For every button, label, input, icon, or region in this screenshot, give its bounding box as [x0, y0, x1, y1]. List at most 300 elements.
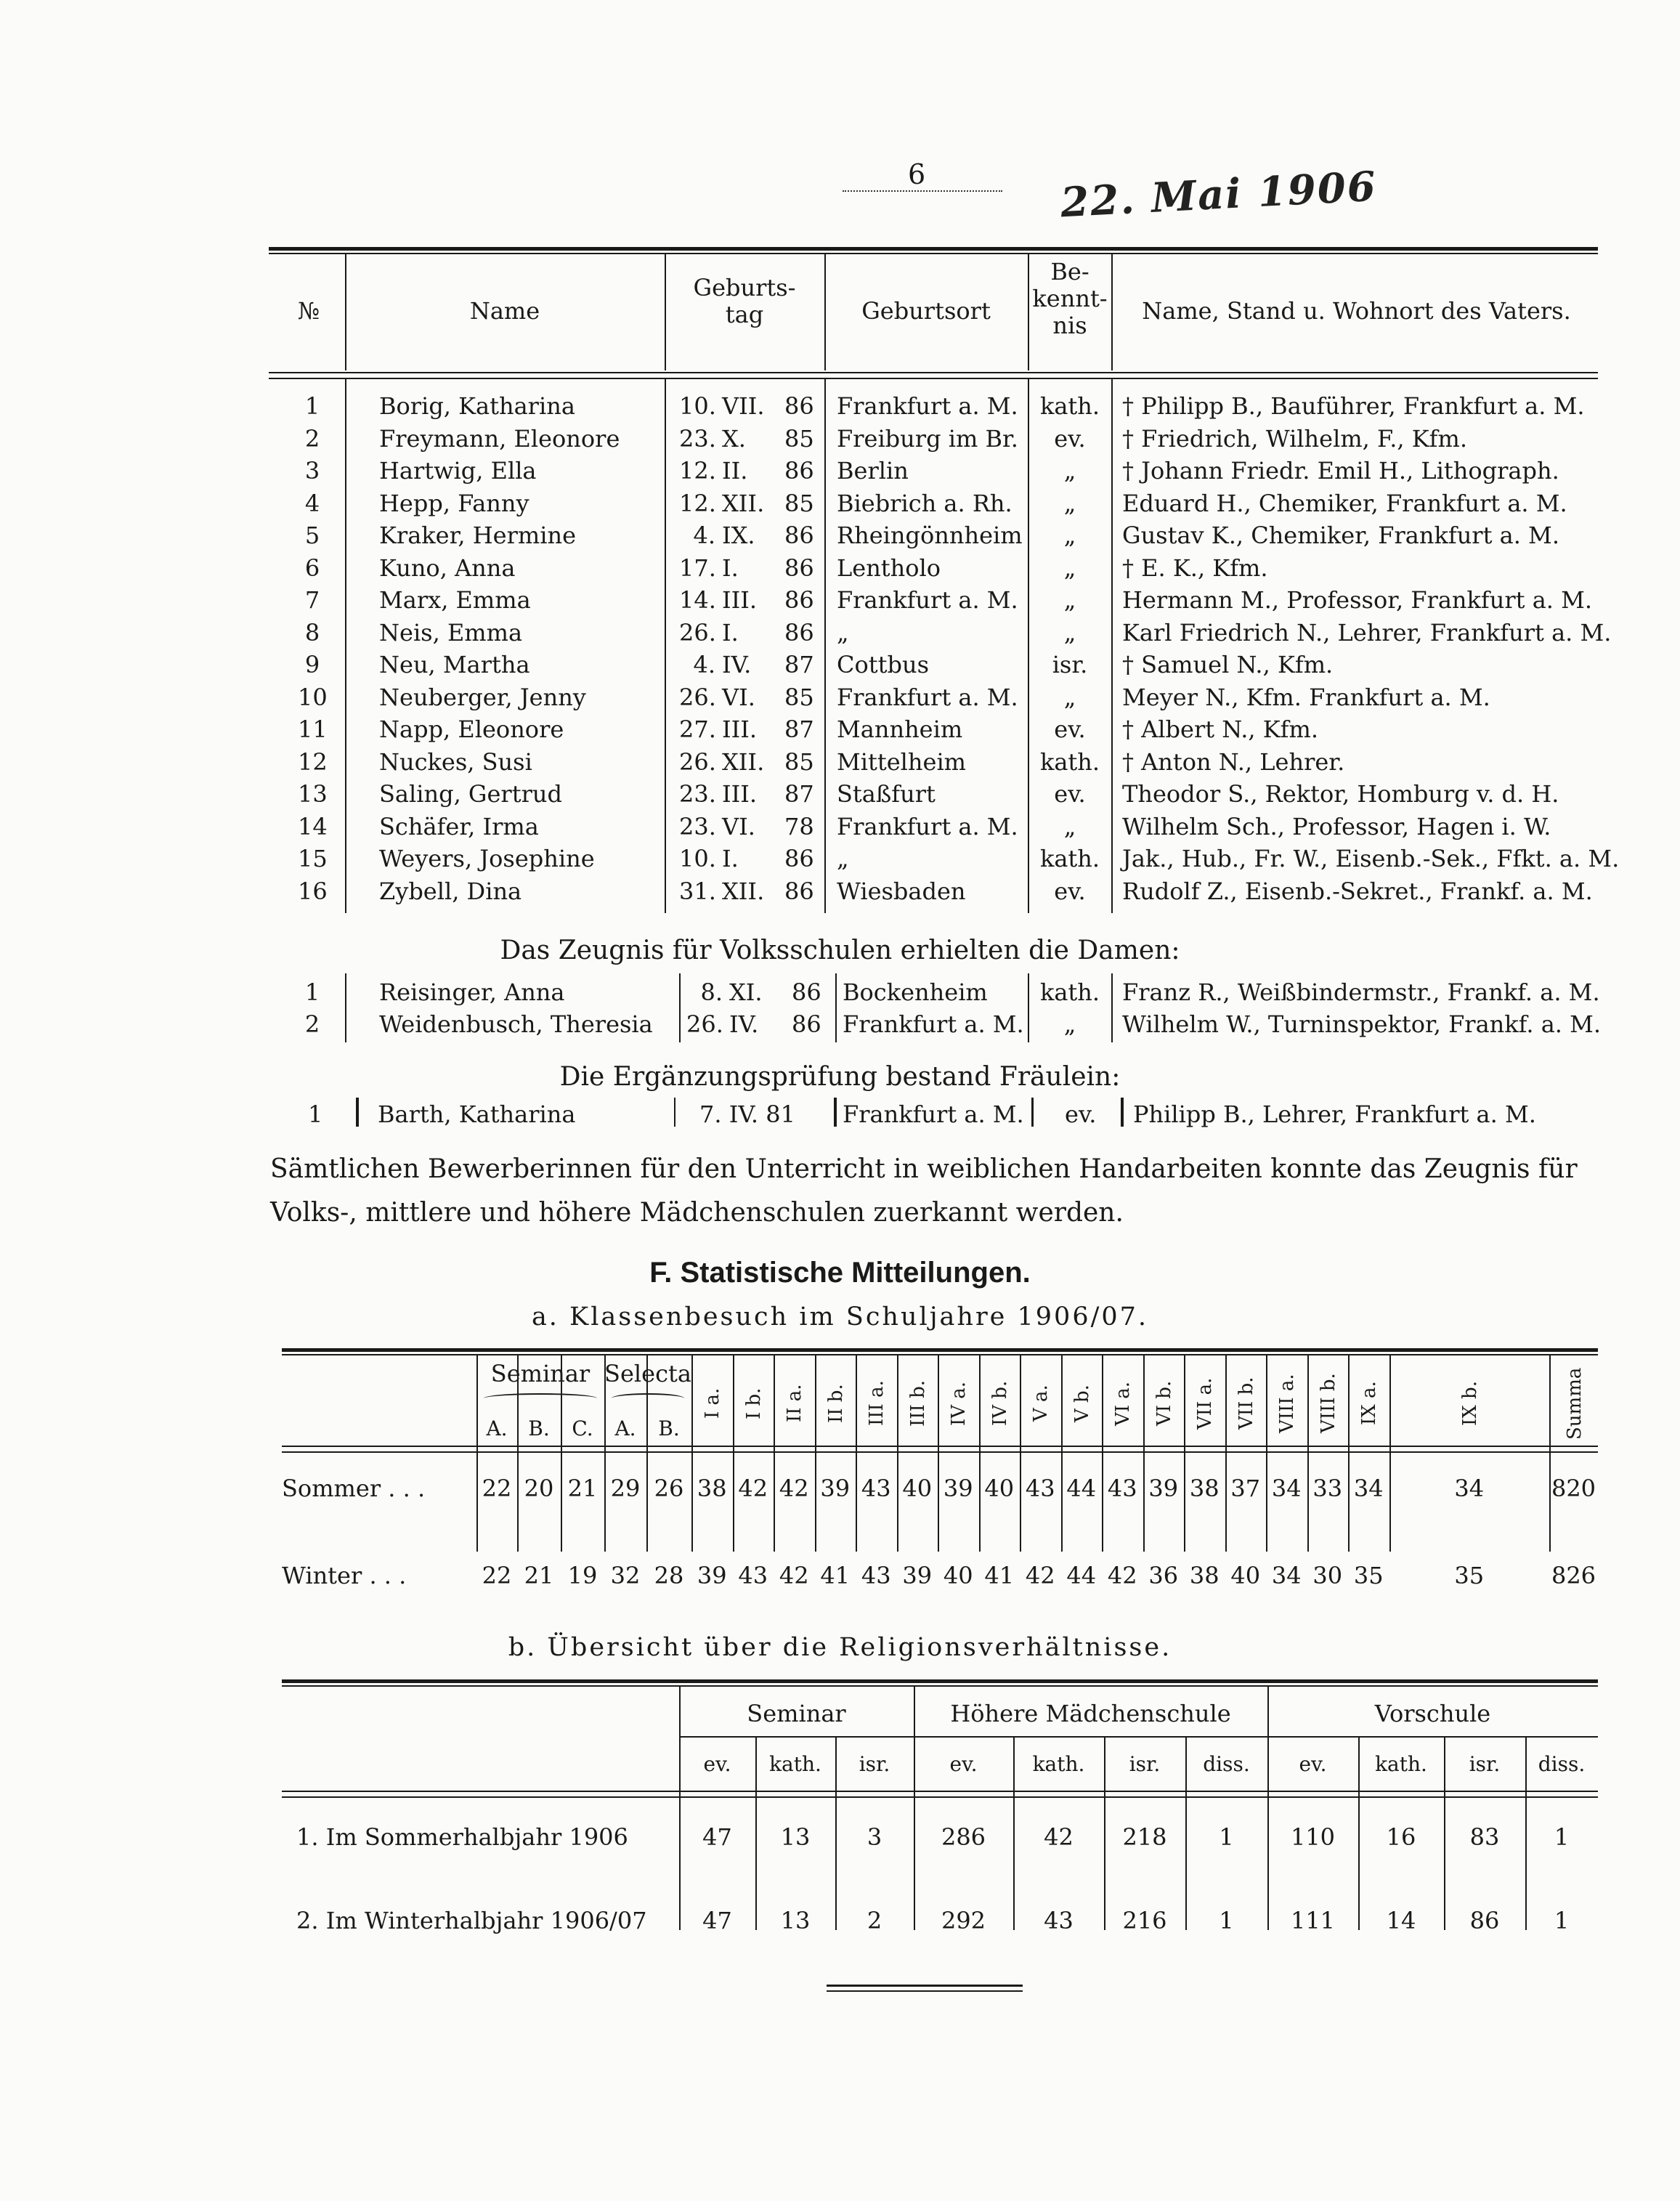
cell-name: Saling, Gertrud — [379, 780, 562, 808]
cell-name: Weidenbusch, Theresia — [379, 1010, 653, 1038]
cell-day: 27. — [679, 716, 716, 743]
cell-day: 4. — [693, 651, 715, 678]
column-divider — [979, 1355, 981, 1552]
cell-place: Lentholo — [837, 554, 941, 582]
cell-month: IX. — [722, 522, 755, 549]
cell-father: † Johann Friedr. Emil H., Lithograph. — [1122, 457, 1559, 485]
table-cell: 83 — [1469, 1823, 1500, 1851]
table-cell: 1 — [1219, 1823, 1234, 1851]
cell-father: Wilhelm Sch., Professor, Hagen i. W. — [1122, 812, 1551, 840]
cell-place: Biebrich a. Rh. — [837, 489, 1013, 517]
column-divider — [1389, 1355, 1391, 1552]
cell-year: 86 — [792, 1010, 821, 1038]
cell-no: 2 — [304, 1010, 320, 1038]
table-cell: 13 — [780, 1823, 811, 1851]
table-cell: 34 — [1353, 1475, 1384, 1502]
column-divider — [1020, 1355, 1021, 1552]
cell-place: Frankfurt a. M. — [843, 1100, 1024, 1128]
cell-confession: „ — [1063, 1010, 1076, 1038]
cell-father: Theodor S., Rektor, Homburg v. d. H. — [1122, 780, 1559, 808]
cell-no: 3 — [304, 457, 320, 485]
column-header: IX a. — [1358, 1381, 1381, 1426]
cell-father: † Friedrich, Wilhelm, F., Kfm. — [1122, 424, 1467, 453]
table-cell: 216 — [1122, 1907, 1167, 1934]
column-header: B. — [528, 1416, 550, 1440]
column-header: VI a. — [1112, 1381, 1135, 1426]
table-cell: 3 — [867, 1823, 882, 1851]
column-header: Summa — [1563, 1367, 1586, 1440]
cell-day: 4. — [693, 522, 715, 549]
table-row — [0, 716, 1680, 746]
cell-confession: kath. — [1039, 978, 1100, 1006]
cell-day: 26. — [686, 1010, 723, 1038]
table-cell: 36 — [1148, 1562, 1179, 1589]
cell-no: 11 — [298, 716, 328, 743]
cell-confession: „ — [1063, 618, 1076, 646]
table-cell: 42 — [779, 1562, 809, 1589]
cell-day: 17. — [679, 554, 716, 582]
cell-father: † E. K., Kfm. — [1122, 554, 1268, 582]
table-cell: 292 — [941, 1907, 986, 1934]
cell-father: † Albert N., Kfm. — [1122, 716, 1318, 743]
cell-confession: ev. — [1054, 716, 1086, 743]
cell-name: Zybell, Dina — [379, 877, 522, 905]
cell-day: 31. — [679, 877, 716, 905]
column-header: VIII b. — [1317, 1373, 1339, 1434]
cell-confession: ev. — [1054, 780, 1086, 808]
cell-place: Bockenheim — [843, 978, 988, 1006]
cell-year: 86 — [784, 845, 814, 872]
header-father: Name, Stand u. Wohnort des Vaters. — [1142, 297, 1571, 325]
cell-place: Frankfurt a. M. — [837, 392, 1018, 420]
cell-name: Neis, Emma — [379, 618, 523, 646]
row-label: 1. Im Sommerhalbjahr 1906 — [296, 1823, 628, 1851]
cell-confession: ev. — [1054, 424, 1086, 453]
column-divider — [774, 1355, 775, 1552]
table-cell: 35 — [1454, 1562, 1485, 1589]
cell-place: „ — [837, 845, 849, 872]
cell-day: 14. — [679, 586, 716, 614]
column-divider — [1225, 1355, 1227, 1552]
column-header: IV a. — [948, 1381, 970, 1426]
cell-no: 2 — [304, 424, 320, 453]
column-header: diss. — [1538, 1752, 1586, 1776]
handwritten-date: 22. Mai 1906 — [1059, 162, 1379, 227]
column-header: VII b. — [1235, 1377, 1257, 1430]
cell-day: 23. — [679, 812, 716, 840]
cell-place: Freiburg im Br. — [837, 424, 1018, 453]
cell-place: Mannheim — [837, 716, 963, 743]
table-cell: 42 — [1025, 1562, 1055, 1589]
table-cell: 39 — [902, 1562, 933, 1589]
cell-confession: kath. — [1039, 845, 1100, 872]
ergaenzung-heading: Die Ergänzungsprüfung bestand Fräulein: — [559, 1062, 1121, 1092]
table-cell: 21 — [524, 1562, 554, 1589]
cell-year: 86 — [784, 618, 814, 646]
column-header: IV b. — [989, 1380, 1011, 1427]
column-header: ev. — [1299, 1752, 1327, 1776]
column-divider — [1348, 1355, 1350, 1552]
cell-confession: ev. — [1065, 1100, 1097, 1128]
table-cell: 1 — [1554, 1823, 1570, 1851]
table-cell: 43 — [738, 1562, 768, 1589]
cell-confession: isr. — [1052, 651, 1088, 678]
header-birthplace: Geburtsort — [861, 297, 991, 325]
cell-name: Napp, Eleonore — [379, 716, 564, 743]
cell-year: 86 — [784, 877, 814, 905]
table-cell: 14 — [1386, 1907, 1416, 1934]
column-divider — [733, 1355, 734, 1552]
table-cell: 32 — [610, 1562, 641, 1589]
table-row — [0, 1010, 1680, 1041]
column-header: kath. — [769, 1752, 821, 1776]
cell-place: Berlin — [837, 457, 909, 485]
column-divider — [897, 1355, 898, 1552]
table-cell: 37 — [1230, 1475, 1261, 1502]
column-header: isr. — [1469, 1752, 1501, 1776]
cell-name: Kraker, Hermine — [379, 522, 576, 549]
cell-name: Schäfer, Irma — [379, 812, 539, 840]
column-divider — [1102, 1355, 1103, 1552]
cell-no: 10 — [298, 683, 328, 711]
cell-day: 10. — [679, 845, 716, 872]
cell-no: 5 — [304, 522, 320, 549]
cell-month: I. — [722, 618, 739, 646]
table-cell: 43 — [1044, 1907, 1074, 1934]
cell-name: Hepp, Fanny — [379, 489, 529, 517]
table-cell: 111 — [1290, 1907, 1336, 1934]
cell-year: 86 — [784, 554, 814, 582]
cell-year: 85 — [784, 424, 814, 453]
header-name: Name — [469, 297, 540, 325]
cell-month: IV. — [722, 651, 752, 678]
cell-month: XI. — [729, 978, 763, 1006]
subsection-a-title: a. Klassenbesuch im Schuljahre 1906/07. — [531, 1302, 1149, 1331]
table-cell: 19 — [567, 1562, 598, 1589]
cell-month: X. — [722, 424, 746, 453]
column-divider — [691, 1355, 693, 1552]
cell-name: Freymann, Eleonore — [379, 424, 620, 453]
cell-father: † Samuel N., Kfm. — [1122, 651, 1334, 678]
table-cell: 26 — [654, 1475, 684, 1502]
cell-father: † Anton N., Lehrer. — [1122, 747, 1345, 776]
table-cell: 44 — [1066, 1475, 1097, 1502]
table-cell: 286 — [941, 1823, 986, 1851]
cell-no: 1 — [304, 392, 320, 420]
table-row — [0, 425, 1680, 455]
column-divider — [1549, 1355, 1551, 1552]
table-row — [0, 457, 1680, 487]
table-cell: 30 — [1312, 1562, 1343, 1589]
table-cell: 39 — [820, 1475, 851, 1502]
cell-date: 7. IV. 81 — [699, 1100, 795, 1128]
cell-year: 85 — [784, 747, 814, 776]
seminar-brace — [484, 1393, 597, 1403]
column-header: I b. — [742, 1387, 765, 1419]
column-header: A. — [614, 1416, 636, 1440]
cell-year: 87 — [784, 651, 814, 678]
table-row — [0, 684, 1680, 714]
table-row — [0, 392, 1680, 423]
cell-no: 1 — [304, 978, 320, 1006]
table-cell: 35 — [1353, 1562, 1384, 1589]
table-row — [0, 845, 1680, 875]
table-cell: 826 — [1551, 1562, 1596, 1589]
cell-father: Philipp B., Lehrer, Frankfurt a. M. — [1133, 1100, 1536, 1128]
cell-father: Meyer N., Kfm. Frankfurt a. M. — [1122, 683, 1490, 711]
table-cell: 44 — [1066, 1562, 1097, 1589]
cell-year: 86 — [784, 586, 814, 614]
page-number: 6 — [908, 158, 926, 190]
cell-name: Kuno, Anna — [379, 554, 516, 582]
table-cell: 1 — [1554, 1907, 1570, 1934]
table-row — [0, 877, 1680, 908]
handarbeit-paragraph: Sämtlichen Bewerberinnen für den Unterricht in weiblichen Handarbeiten konnte das Zeugnis für Volks-, mittlere und höhere Mädchenschulen zuerkannt werden. — [270, 1154, 1578, 1228]
cell-no: 9 — [304, 651, 320, 678]
column-divider — [856, 1355, 857, 1552]
cell-no: 16 — [298, 877, 328, 905]
column-header: kath. — [1375, 1752, 1427, 1776]
cell-confession: „ — [1063, 586, 1076, 614]
table-cell: 47 — [702, 1823, 732, 1851]
group-header: Höhere Mädchenschule — [950, 1700, 1231, 1727]
column-divider — [1307, 1355, 1309, 1552]
cell-confession: „ — [1063, 683, 1076, 711]
column-header: V b. — [1071, 1385, 1093, 1422]
column-header: C. — [572, 1416, 593, 1440]
cell-day: 23. — [679, 424, 716, 453]
table-cell: 39 — [1148, 1475, 1179, 1502]
cell-father: † Philipp B., Bauführer, Frankfurt a. M. — [1122, 392, 1585, 420]
cell-month: XII. — [722, 877, 765, 905]
cell-year: 86 — [792, 978, 821, 1006]
cell-place: Frankfurt a. M. — [837, 586, 1018, 614]
selecta-brace — [612, 1393, 684, 1403]
cell-place: Frankfurt a. M. — [837, 812, 1018, 840]
cell-month: IV. — [729, 1010, 759, 1038]
cell-year: 85 — [784, 489, 814, 517]
cell-no: 6 — [304, 554, 320, 582]
column-divider — [1184, 1355, 1185, 1552]
section-f-title: F. Statistische Mitteilungen. — [649, 1257, 1031, 1289]
table-cell: 38 — [1189, 1475, 1220, 1502]
table-cell: 43 — [861, 1475, 891, 1502]
table-row — [0, 522, 1680, 552]
table-cell: 110 — [1290, 1823, 1336, 1851]
column-divider — [938, 1355, 939, 1552]
table-cell: 13 — [780, 1907, 811, 1934]
cell-name: Nuckes, Susi — [379, 747, 532, 776]
table-cell: 34 — [1454, 1475, 1485, 1502]
column-header: B. — [658, 1416, 680, 1440]
table-cell: 40 — [902, 1475, 933, 1502]
cell-place: Frankfurt a. M. — [837, 683, 1018, 711]
cell-month: III. — [722, 716, 758, 743]
column-header: diss. — [1203, 1752, 1250, 1776]
table-row — [0, 978, 1680, 1009]
cell-day: 10. — [679, 392, 716, 420]
cell-father: Hermann M., Professor, Frankfurt a. M. — [1122, 586, 1593, 614]
cell-day: 8. — [700, 978, 723, 1006]
cell-place: Frankfurt a. M. — [843, 1010, 1024, 1038]
cell-no: 12 — [298, 747, 328, 776]
cell-confession: „ — [1063, 554, 1076, 582]
table-cell: 21 — [567, 1475, 598, 1502]
table-cell: 16 — [1386, 1823, 1416, 1851]
cell-father: Gustav K., Chemiker, Frankfurt a. M. — [1122, 522, 1559, 549]
table-cell: 39 — [697, 1562, 727, 1589]
table-cell: 41 — [984, 1562, 1015, 1589]
cell-confession: „ — [1063, 522, 1076, 549]
table-row — [0, 651, 1680, 681]
cell-name: Weyers, Josephine — [379, 845, 595, 872]
group-selecta: Selecta — [604, 1360, 691, 1387]
column-header: A. — [486, 1416, 508, 1440]
cell-month: III. — [722, 780, 758, 808]
cell-month: III. — [722, 586, 758, 614]
table-cell: 40 — [984, 1475, 1015, 1502]
column-header: II b. — [824, 1384, 847, 1423]
column-header: VII a. — [1194, 1377, 1217, 1430]
column-divider — [1266, 1355, 1267, 1552]
cell-no: 8 — [304, 618, 320, 646]
cell-place: „ — [837, 618, 849, 646]
row-label: 2. Im Winterhalbjahr 1906/07 — [296, 1907, 647, 1934]
cell-no: 7 — [304, 586, 320, 614]
cell-confession: ev. — [1054, 877, 1086, 905]
cell-father: Karl Friedrich N., Lehrer, Frankfurt a. M. — [1122, 618, 1612, 646]
cell-no: 4 — [304, 489, 320, 517]
cell-day: 23. — [679, 780, 716, 808]
cell-confession: „ — [1063, 812, 1076, 840]
table-cell: 218 — [1122, 1823, 1167, 1851]
cell-place: Staßfurt — [837, 780, 936, 808]
cell-place: Wiesbaden — [837, 877, 966, 905]
table-cell: 34 — [1271, 1562, 1302, 1589]
column-header: III a. — [866, 1380, 888, 1427]
group-header: Vorschule — [1374, 1700, 1491, 1727]
cell-name: Barth, Katharina — [378, 1100, 576, 1128]
column-header: III b. — [906, 1380, 929, 1427]
cell-month: I. — [722, 845, 739, 872]
table-cell: 43 — [1107, 1475, 1137, 1502]
group-header: Seminar — [747, 1700, 846, 1727]
cell-name: Neu, Martha — [379, 651, 530, 678]
cell-name: Marx, Emma — [379, 586, 531, 614]
table-row — [0, 813, 1680, 843]
table-row — [0, 554, 1680, 585]
cell-confession: kath. — [1039, 392, 1100, 420]
cell-confession: kath. — [1039, 747, 1100, 776]
column-header: ev. — [703, 1752, 731, 1776]
cell-day: 12. — [679, 489, 716, 517]
row-label: Sommer . . . — [282, 1475, 426, 1502]
column-header: I a. — [702, 1387, 724, 1419]
cell-month: VI. — [722, 812, 755, 840]
table-row — [0, 490, 1680, 520]
column-header: VIII a. — [1276, 1374, 1299, 1433]
cell-no: 13 — [298, 780, 328, 808]
cell-name: Reisinger, Anna — [379, 978, 565, 1006]
table-cell: 29 — [610, 1475, 641, 1502]
table-cell: 42 — [738, 1475, 768, 1502]
group-seminar: Seminar — [490, 1360, 591, 1387]
cell-year: 86 — [784, 457, 814, 485]
cell-name: Neuberger, Jenny — [379, 683, 586, 711]
cell-year: 78 — [784, 812, 814, 840]
table-cell: 22 — [482, 1562, 512, 1589]
volksschule-heading: Das Zeugnis für Volksschulen erhielten die Damen: — [500, 936, 1180, 965]
table-cell: 40 — [943, 1562, 973, 1589]
column-divider — [1143, 1355, 1145, 1552]
cell-father: Eduard H., Chemiker, Frankfurt a. M. — [1122, 489, 1567, 517]
table-cell: 820 — [1551, 1475, 1596, 1502]
cell-father: Franz R., Weißbindermstr., Frankf. a. M. — [1122, 978, 1600, 1006]
table-cell: 42 — [1107, 1562, 1137, 1589]
column-header: V a. — [1030, 1385, 1052, 1422]
table-cell: 38 — [697, 1475, 727, 1502]
cell-no: 1 — [308, 1100, 323, 1128]
cell-place: Mittelheim — [837, 747, 967, 776]
cell-day: 26. — [679, 683, 716, 711]
table-cell: 22 — [482, 1475, 512, 1502]
cell-month: VI. — [722, 683, 755, 711]
row-label: Winter . . . — [282, 1562, 407, 1589]
cell-day: 12. — [679, 457, 716, 485]
column-header: kath. — [1032, 1752, 1085, 1776]
table-row — [0, 619, 1680, 649]
table-cell: 43 — [861, 1562, 891, 1589]
header-no: № — [297, 297, 320, 325]
end-rule-2 — [827, 1990, 1023, 1992]
column-header: ev. — [949, 1752, 978, 1776]
cell-no: 15 — [298, 845, 328, 872]
cell-place: Rheingönnheim — [837, 522, 1023, 549]
cell-month: XII. — [722, 747, 765, 776]
table-cell: 42 — [779, 1475, 809, 1502]
end-rule — [827, 1985, 1023, 1987]
table-cell: 43 — [1025, 1475, 1055, 1502]
table-row — [0, 586, 1680, 617]
table-cell: 42 — [1044, 1823, 1074, 1851]
cell-father: Jak., Hub., Fr. W., Eisenb.-Sek., Ffkt. a. M. — [1122, 845, 1620, 872]
table-cell: 47 — [702, 1907, 732, 1934]
cell-father: Wilhelm W., Turninspektor, Frankf. a. M. — [1122, 1010, 1602, 1038]
cell-month: XII. — [722, 489, 765, 517]
cell-day: 26. — [679, 618, 716, 646]
cell-month: II. — [722, 457, 748, 485]
cell-month: VII. — [722, 392, 765, 420]
column-header: VI b. — [1153, 1380, 1175, 1427]
table-cell: 38 — [1189, 1562, 1220, 1589]
cell-father: Rudolf Z., Eisenb.-Sekret., Frankf. a. M. — [1122, 877, 1593, 905]
table-row — [0, 780, 1680, 811]
column-header: isr. — [859, 1752, 890, 1776]
table-cell: 40 — [1230, 1562, 1261, 1589]
column-divider — [1061, 1355, 1063, 1552]
cell-place: Cottbus — [837, 651, 929, 678]
cell-name: Borig, Katharina — [379, 392, 575, 420]
cell-name: Hartwig, Ella — [379, 457, 537, 485]
page-number-ornament — [843, 190, 1002, 192]
cell-no: 14 — [298, 812, 328, 840]
table-row — [0, 748, 1680, 779]
column-header: II a. — [784, 1384, 806, 1423]
table-cell: 34 — [1271, 1475, 1302, 1502]
ergaenzung-row — [0, 1100, 1680, 1131]
table-cell: 28 — [654, 1562, 684, 1589]
cell-year: 87 — [784, 716, 814, 743]
